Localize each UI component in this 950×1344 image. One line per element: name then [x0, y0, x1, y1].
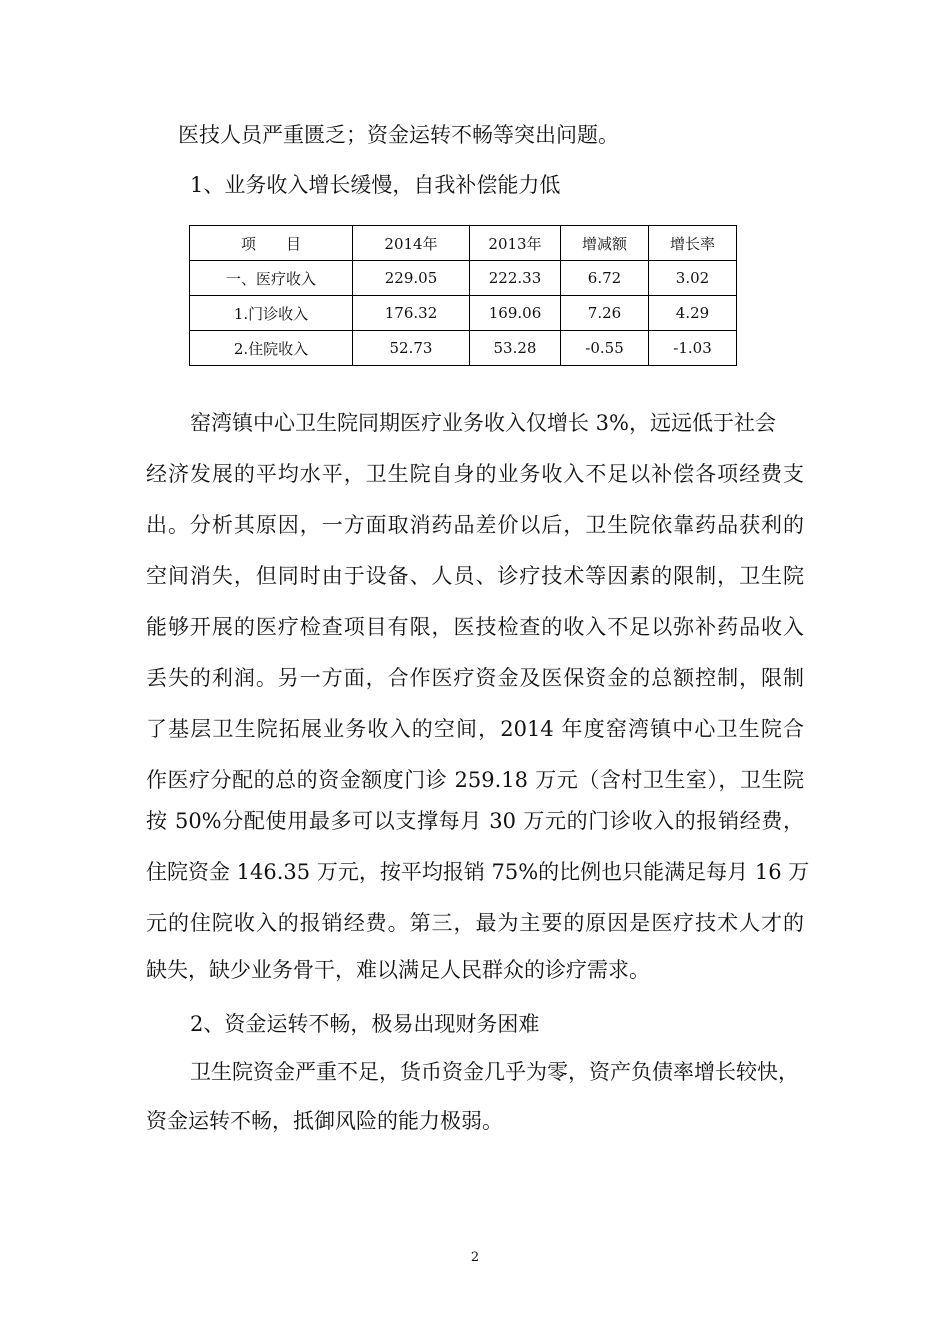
header-item: 项 目 [190, 226, 353, 261]
paragraph1-line: 住院资金 146.35 万元，按平均报销 75%的比例也只能满足每月 16 万 [146, 860, 810, 884]
header-2013: 2013年 [470, 226, 561, 261]
page-number: 2 [470, 1250, 480, 1265]
table-cell: 53.28 [470, 331, 561, 366]
header-change: 增减额 [561, 226, 649, 261]
paragraph1-line: 丢失的利润。另一方面，合作医疗资金及医保资金的总额控制，限制 [146, 666, 804, 690]
table-header-row [190, 226, 737, 261]
table-cell: 229.05 [353, 261, 470, 296]
table-cell: 7.26 [561, 296, 649, 331]
table-cell: 169.06 [470, 296, 561, 331]
table-cell: 222.33 [470, 261, 561, 296]
table-row [190, 331, 737, 366]
header-growth-rate: 增长率 [649, 226, 737, 261]
table-cell: -1.03 [649, 331, 737, 366]
paragraph2-line: 资金运转不畅，抵御风险的能力极弱。 [146, 1109, 503, 1133]
table-cell: -0.55 [561, 331, 649, 366]
paragraph1-line: 窑湾镇中心卫生院同期医疗业务收入仅增长 3%，远远低于社会 [190, 411, 776, 435]
table-cell: 176.32 [353, 296, 470, 331]
table-cell: 2.住院收入 [190, 331, 353, 366]
paragraph2-line: 卫生院资金严重不足，货币资金几乎为零，资产负债率增长较快， [190, 1060, 799, 1084]
table-cell: 1.门诊收入 [190, 296, 353, 331]
paragraph1-line: 出。分析其原因，一方面取消药品差价以后，卫生院依靠药品获利的 [146, 513, 804, 537]
table-cell: 52.73 [353, 331, 470, 366]
paragraph1-line: 元的住院收入的报销经费。第三，最为主要的原因是医疗技术人才的 [146, 911, 804, 935]
income-table [189, 225, 737, 366]
paragraph1-line: 缺失，缺少业务骨干，难以满足人民群众的诊疗需求。 [146, 958, 650, 982]
table-cell: 6.72 [561, 261, 649, 296]
paragraph1-line: 了基层卫生院拓展业务收入的空间，2014 年度窑湾镇中心卫生院合 [146, 717, 804, 741]
table-cell: 4.29 [649, 296, 737, 331]
paragraph1-line: 作医疗分配的总的资金额度门诊 259.18 万元（含村卫生室），卫生院 [146, 768, 804, 792]
table-cell: 一、医疗收入 [190, 261, 353, 296]
paragraph1-line: 经济发展的平均水平，卫生院自身的业务收入不足以补偿各项经费支 [146, 462, 804, 486]
table-row [190, 261, 737, 296]
paragraph1-line: 能够开展的医疗检查项目有限，医技检查的收入不足以弥补药品收入 [146, 615, 804, 639]
paragraph1-line: 按 50%分配使用最多可以支撑每月 30 万元的门诊收入的报销经费， [146, 809, 804, 833]
table-cell: 3.02 [649, 261, 737, 296]
section1-heading: 1、业务收入增长缓慢，自我补偿能力低 [190, 173, 561, 197]
intro-line: 医技人员严重匮乏；资金运转不畅等突出问题。 [178, 123, 619, 147]
header-2014: 2014年 [353, 226, 470, 261]
paragraph1-line: 空间消失，但同时由于设备、人员、诊疗技术等因素的限制，卫生院 [146, 564, 804, 588]
table-row [190, 296, 737, 331]
section2-heading: 2、资金运转不畅，极易出现财务困难 [190, 1012, 540, 1036]
